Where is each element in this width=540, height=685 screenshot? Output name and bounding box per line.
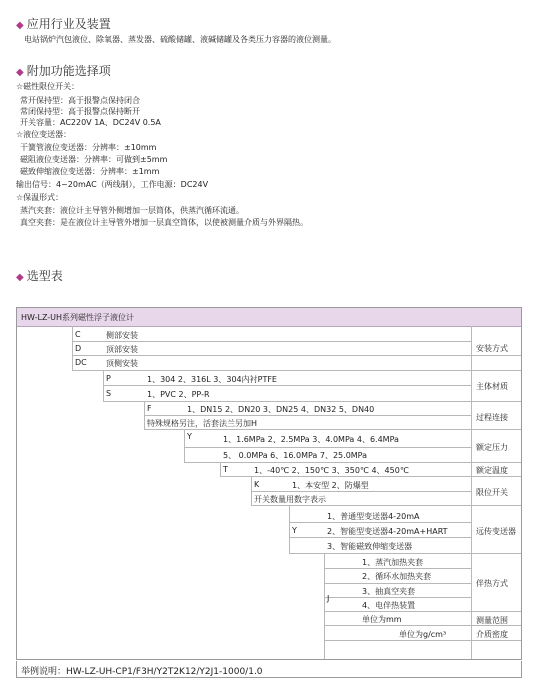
divider xyxy=(144,415,471,416)
table-header: HW-LZ-UH系列磁性浮子液位计 xyxy=(17,308,521,327)
option-line: 磁阻液位变送器：分辨率：可做到±5mm xyxy=(20,155,168,164)
label-pressure: 额定压力 xyxy=(476,443,508,452)
label-range: 测量范围 xyxy=(476,616,508,625)
divider xyxy=(289,537,471,538)
divider xyxy=(251,491,471,492)
divider xyxy=(72,326,73,370)
divider xyxy=(184,447,471,448)
heating-3: 3、抽真空夹套 xyxy=(362,587,416,596)
option-line: 磁致伸缩液位变送器：分辨率：±1mm xyxy=(20,167,160,176)
divider xyxy=(72,341,471,342)
label-heating: 伴热方式 xyxy=(476,579,508,588)
transmitter-3: 3、智能磁致伸缩变送器 xyxy=(327,542,413,551)
divider xyxy=(103,401,521,402)
code-d: D xyxy=(75,344,82,353)
divider xyxy=(289,505,290,553)
option-line: 蒸汽夹套：液位计主导管外侧增加一层筒体，供蒸汽循环流通。 xyxy=(20,206,244,215)
code-p: P xyxy=(106,374,111,383)
divider xyxy=(251,505,521,506)
divider xyxy=(220,462,221,476)
install-top: 顶部安装 xyxy=(106,345,138,354)
divider xyxy=(103,385,471,386)
section-title-selection: ◆ 选型表 xyxy=(16,269,63,283)
code-j: J xyxy=(327,594,330,603)
code-c: C xyxy=(75,330,81,339)
divider xyxy=(220,476,521,477)
divider xyxy=(324,568,471,569)
unit-mm: 单位为mm xyxy=(362,615,402,624)
section-title-options: ◆ 附加功能选择项 xyxy=(16,64,111,78)
option-line: 开关容量：AC220V 1A、DC24V 0.5A xyxy=(20,118,161,127)
limit-type: 1、本安型 2、防爆型 xyxy=(292,481,369,490)
pressure-list-1: 1、1.6MPa 2、2.5MPa 3、4.0MPa 4、6.4MPa xyxy=(223,435,399,444)
install-top-side: 顶侧安装 xyxy=(106,359,138,368)
transmitter-2: 2、智能型变送器4-20mA+HART xyxy=(327,527,448,536)
label-limit: 限位开关 xyxy=(476,488,508,497)
divider xyxy=(471,326,472,659)
install-side: 侧部安装 xyxy=(106,331,138,340)
flange-sizes: 1、DN15 2、DN20 3、DN25 4、DN32 5、DN40 xyxy=(187,405,375,414)
label-material: 主体材质 xyxy=(476,382,508,391)
code-s: S xyxy=(106,389,112,398)
divider xyxy=(184,429,185,462)
diamond-icon: ◆ xyxy=(16,67,24,78)
limit-note: 开关数量用数字表示 xyxy=(254,495,326,504)
divider xyxy=(184,462,521,463)
heating-2: 2、循环水加热夹套 xyxy=(362,572,432,581)
diamond-icon: ◆ xyxy=(16,272,24,283)
label-temperature: 额定温度 xyxy=(476,466,508,475)
divider xyxy=(289,553,521,554)
divider xyxy=(324,583,471,584)
option-line: 真空夹套：是在液位计主导管外增加一层真空筒体，以使被测量介质与外界隔热。 xyxy=(20,218,308,227)
code-dc: DC xyxy=(75,358,87,367)
section-title-applications: ◆ 应用行业及装置 xyxy=(16,17,111,31)
selection-table xyxy=(16,307,522,660)
divider xyxy=(72,370,521,371)
transmitter-1: 1、普通型变送器4-20mA xyxy=(327,512,420,521)
heating-4: 4、电伴热装置 xyxy=(362,601,416,610)
code-y: Y xyxy=(187,432,192,441)
divider xyxy=(324,640,521,641)
heating-1: 1、蒸汽加热夹套 xyxy=(362,558,424,567)
divider xyxy=(324,597,471,598)
code-t: T xyxy=(223,465,228,474)
label-install: 安装方式 xyxy=(476,344,508,353)
code-f: F xyxy=(147,404,152,413)
option-line: ☆磁性限位开关： xyxy=(16,82,80,91)
divider xyxy=(72,355,521,356)
divider xyxy=(324,611,521,612)
divider xyxy=(289,522,471,523)
option-line: 常开保持型：高于报警点保持闭合 xyxy=(20,96,140,105)
option-line: 输出信号：4~20mAC（两线制），工作电源：DC24V xyxy=(16,180,209,189)
option-line: 干簧管液位变送器：分辨率：±10mm xyxy=(20,143,157,152)
material-plastic: 1、PVC 2、PP-R xyxy=(147,390,210,399)
diamond-icon: ◆ xyxy=(16,20,24,31)
applications-text: 电站锅炉汽包液位、除氧器、蒸发器、硫酸储罐、液碱储罐及各类压力容器的液位测量。 xyxy=(24,35,336,44)
example-row: 举例说明：HW-LZ-UH-CP1/F3H/Y2T2K12/Y2J1-1000/1.0 xyxy=(16,661,522,678)
material-metal: 1、304 2、316L 3、304内衬PTFE xyxy=(147,375,277,384)
code-y2: Y xyxy=(292,526,297,535)
pressure-list-2: 5、 0.0MPa 6、16.0MPa 7、25.0MPa xyxy=(223,451,368,460)
label-density: 介质密度 xyxy=(476,630,508,639)
temperature-list: 1、-40℃ 2、150℃ 3、350℃ 4、450℃ xyxy=(254,466,409,475)
label-process: 过程连接 xyxy=(476,413,508,422)
option-line: ☆保温形式： xyxy=(16,193,64,202)
flange-note: 特殊规格另注，活套法兰另加H xyxy=(147,419,258,428)
divider xyxy=(144,429,521,430)
code-k: K xyxy=(254,480,260,489)
label-transmitter: 远传变送器 xyxy=(476,527,516,536)
option-line: 常闭保持型：高于报警点保持断开 xyxy=(20,107,140,116)
option-line: ☆液位变送器： xyxy=(16,130,72,139)
unit-density: 单位为g/cm³ xyxy=(399,630,447,639)
